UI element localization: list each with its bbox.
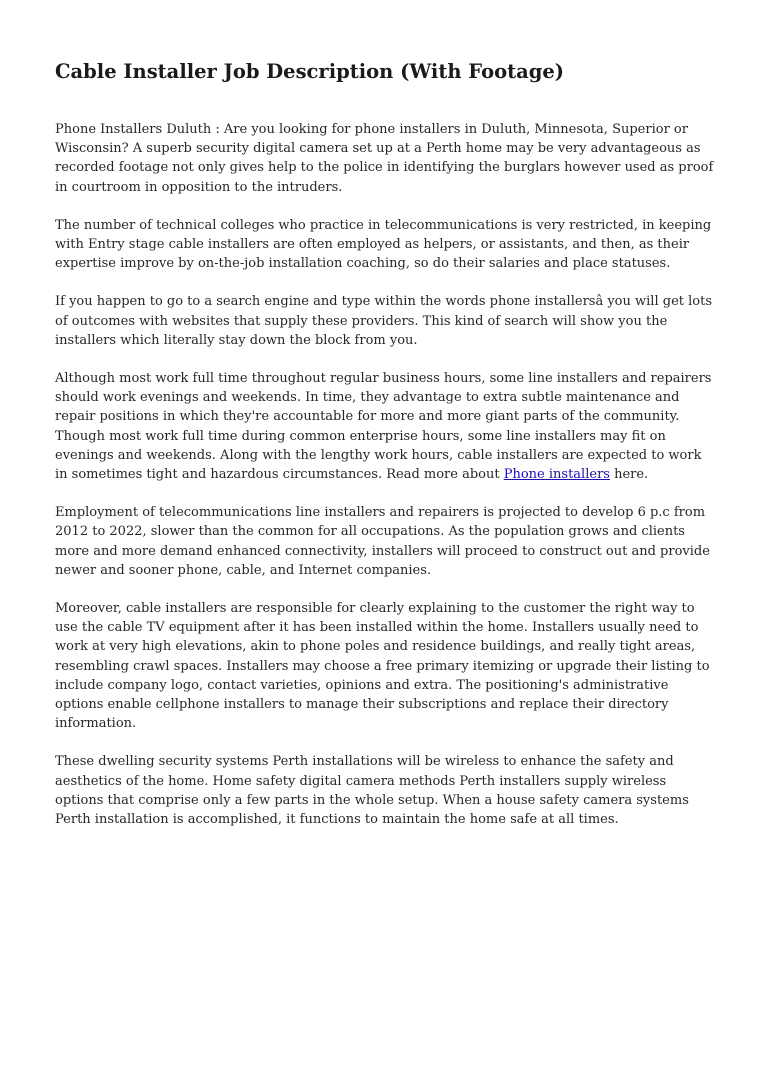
document-page [55,58,715,848]
paragraph-3: If you happen to go to a search engine and type within the words phone installersâ you will get lots of outcomes with websites that supply these providers. This kind of search will show you the installers which literally stay down the block from you. [55,294,712,348]
paragraph-5: Employment of telecommunications line installers and repairers is projected to develop 6 p.c from 2012 to 2022, slower than the common for all occupations. As the population grows and clients more and more demand enhanced connectivity, installers will proceed to construct out and provide newer and sooner phone, cable, and Internet companies. [55,505,710,578]
paragraph-4-text: Although most work full time throughout regular business hours, some line installers and repairers should work evenings and weekends. In time, they advantage to extra subtle maintenance and repair positions in which they're accountable for more and more giant parts of the community. Though most work full time during common enterprise hours, some line installers may fit on evenings and weekends. Along with the lengthy work hours, cable installers are expected to work in sometimes tight and hazardous circumstances. Read more about [55,371,712,483]
paragraph-2: The number of technical colleges who practice in telecommunications is very restricted, in keeping with Entry stage cable installers are often employed as helpers, or assistants, and then, as their expertise improve by on-the-job installation coaching, so do their salaries and place statuses. [55,217,712,272]
paragraph-4-tail: here. [609,467,649,483]
paragraph-7: These dwelling security systems Perth installations will be wireless to enhance the safety and aesthetics of the home. Home safety digital camera methods Perth installers supply wireless options that comprise only a few parts in the whole setup. When a house safety camera systems Perth installation is accomplished, it functions to maintain the home safe at all times. [55,754,689,828]
paragraph-4 [55,369,715,484]
page-title: Cable Installer Job Description (With Footage) [55,60,564,83]
paragraph-6: Moreover, cable installers are responsible for clearly explaining to the customer the right way to use the cable TV equipment after it has been installed within the home. Installers usually need to work at very high elevations, akin to phone poles and residence buildings, and really tight areas, resembling crawl spaces. Installers may choose a free primary itemizing or upgrade their listing to include company logo, contact varieties, opinions and extra. The positioning's administrative options enable cellphone installers to manage their subscriptions and replace their directory information. [55,601,710,732]
paragraph-1: Phone Installers Duluth : Are you looking for phone installers in Duluth, Minnesota, Superior or Wisconsin? A superb security digital camera set up at a Perth home may be very advantageous as recorded footage not only gives help to the police in identifying the burglars however used as proof in courtroom in opposition to the intruders. [55,122,714,195]
phone-installers-link[interactable]: Phone installers [503,467,610,483]
